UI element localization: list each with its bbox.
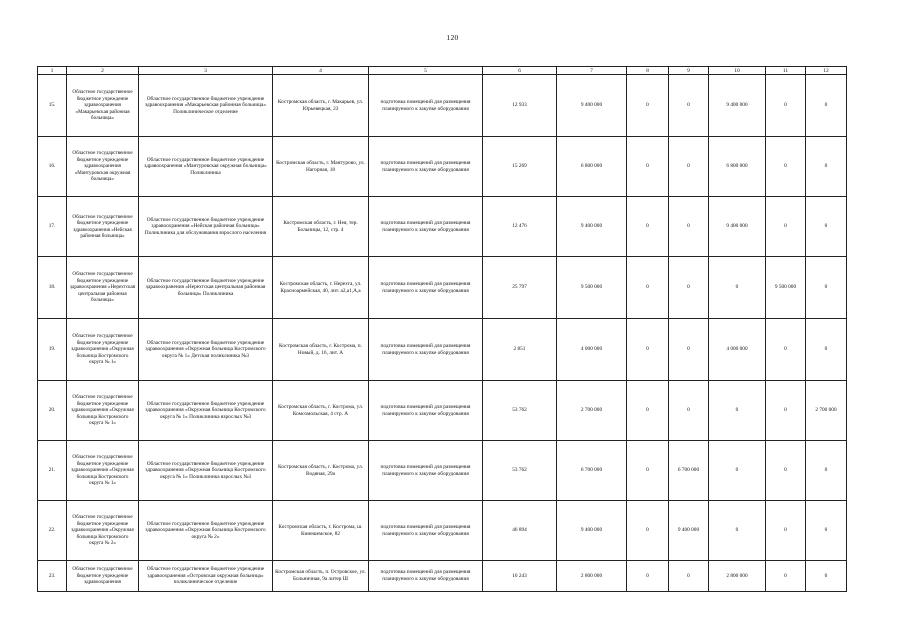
facility-name: Областное государственное бюджетное учреждение здравоохранения «Окружная больница Костромского округа № 1» Детская поликлиника №3 [139,319,273,381]
amount-col-12: 0 [806,441,847,501]
total-amount: 9 500 000 [557,257,627,319]
table-row [38,501,847,561]
table-row [38,75,847,137]
amount-col-9: 0 [669,197,709,257]
address: Костромская область, г. Мантурово, ул. Нагорная, 18 [273,137,369,197]
total-amount: 4 000 000 [557,319,627,381]
amount-col-11: 0 [766,501,806,561]
row-number: 18. [38,257,67,319]
address: Костромская область, г. Кострома, ул. Водяная, 29а [273,441,369,501]
amount-col-9: 0 [669,381,709,441]
area: 10 243 [483,561,557,592]
amount-col-11: 0 [766,561,806,592]
amount-col-8: 0 [627,561,669,592]
header-row [38,67,847,75]
organization-name: Областное государственное бюджетное учреждение здравоохранения «Окружная больница Костромского округа № 2» [67,501,139,561]
facility-name: Областное государственное бюджетное учреждение здравоохранения «Нерехтская центральная районная больница» Поликлиника [139,257,273,319]
address: Костромская область, п. Островское, ул. Больничная, 9а литер Ш [273,561,369,592]
facility-name: Областное государственное бюджетное учреждение здравоохранения «Островская окружная больница» поликлиническое отделение [139,561,273,592]
column-header: 5 [369,67,483,75]
table-row [38,441,847,501]
work-description: подготовка помещений для размещения планируемого к закупке оборудования [369,257,483,319]
area: 53 762 [483,441,557,501]
column-header: 7 [557,67,627,75]
amount-col-11: 0 [766,75,806,137]
amount-col-8: 0 [627,441,669,501]
amount-col-12: 0 [806,75,847,137]
amount-col-10: 9 400 000 [709,75,766,137]
area: 12 476 [483,197,557,257]
area: 53 762 [483,381,557,441]
amount-col-8: 0 [627,197,669,257]
amount-col-12: 0 [806,561,847,592]
amount-col-11: 9 500 000 [766,257,806,319]
area: 2 851 [483,319,557,381]
column-header: 9 [669,67,709,75]
row-number: 22. [38,501,67,561]
work-description: подготовка помещений для размещения планируемого к закупке оборудования [369,501,483,561]
amount-col-9: 0 [669,257,709,319]
facility-name: Областное государственное бюджетное учреждение здравоохранения «Мантуровская окружная больница» Поликлиника [139,137,273,197]
amount-col-12: 0 [806,197,847,257]
organization-name: Областное государственное бюджетное учреждение здравоохранения [67,561,139,592]
organization-name: Областное государственное бюджетное учреждение здравоохранения «Окружная больница Костромского округа № 1» [67,441,139,501]
amount-col-11: 0 [766,441,806,501]
amount-col-10: 0 [709,501,766,561]
amount-col-9: 6 700 000 [669,441,709,501]
row-number: 20. [38,381,67,441]
facility-name: Областное государственное бюджетное учреждение здравоохранения «Нейская районная больница» Поликлиника для обслуживания взрослого населения [139,197,273,257]
area: 46 894 [483,501,557,561]
organization-name: Областное государственное бюджетное учреждение здравоохранения «Окружная больница Костромского округа № 1» [67,319,139,381]
address: Костромская область, г. Кострома, ул. Комсомольская, 4 стр. А [273,381,369,441]
row-number: 19. [38,319,67,381]
facility-name: Областное государственное бюджетное учреждение здравоохранения «Окружная больница Костромского округа № 2» [139,501,273,561]
total-amount: 9 400 000 [557,501,627,561]
address: Костромская область, г. Нея, тер. Больницы, 12, стр. 4 [273,197,369,257]
column-header: 10 [709,67,766,75]
area: 12 933 [483,75,557,137]
amount-col-12: 0 [806,137,847,197]
column-header: 1 [38,67,67,75]
organization-name: Областное государственное бюджетное учреждение здравоохранения «Окружная больница Костромского округа № 1» [67,381,139,441]
amount-col-8: 0 [627,257,669,319]
address: Костромская область, г. Кострома, п. Новый, д. 16, лит. А [273,319,369,381]
amount-col-10: 4 000 000 [709,319,766,381]
facility-name: Областное государственное бюджетное учреждение здравоохранения «Макарьевская районная больница» Поликлиническое отделение [139,75,273,137]
column-header: 3 [139,67,273,75]
facilities-table [37,66,847,592]
amount-col-11: 0 [766,197,806,257]
work-description: подготовка помещений для размещения планируемого к закупке оборудования [369,319,483,381]
row-number: 21. [38,441,67,501]
organization-name: Областное государственное бюджетное учреждение здравоохранения «Мантуровская окружная больница» [67,137,139,197]
facility-name: Областное государственное бюджетное учреждение здравоохранения «Окружная больница Костромского округа № 1» Поликлиника взрослых №3 [139,381,273,441]
row-number: 23. [38,561,67,592]
amount-col-9: 0 [669,319,709,381]
work-description: подготовка помещений для размещения планируемого к закупке оборудования [369,441,483,501]
amount-col-8: 0 [627,137,669,197]
table-row [38,319,847,381]
total-amount: 2 800 000 [557,561,627,592]
work-description: подготовка помещений для размещения планируемого к закупке оборудования [369,137,483,197]
work-description: подготовка помещений для размещения планируемого к закупке оборудования [369,381,483,441]
column-header: 2 [67,67,139,75]
total-amount: 9 400 000 [557,75,627,137]
work-description: подготовка помещений для размещения планируемого к закупке оборудования [369,75,483,137]
column-header: 11 [766,67,806,75]
organization-name: Областное государственное бюджетное учреждение здравоохранения «Нерехтская центральная районная больница» [67,257,139,319]
area: 25 797 [483,257,557,319]
row-number: 15. [38,75,67,137]
table-row [38,257,847,319]
column-header: 12 [806,67,847,75]
amount-col-10: 2 800 000 [709,561,766,592]
amount-col-12: 0 [806,257,847,319]
amount-col-9: 0 [669,137,709,197]
amount-col-8: 0 [627,501,669,561]
amount-col-12: 0 [806,501,847,561]
row-number: 17. [38,197,67,257]
amount-col-9: 0 [669,75,709,137]
total-amount: 2 700 000 [557,381,627,441]
work-description: подготовка помещений для размещения планируемого к закупке оборудования [369,561,483,592]
table-row [38,381,847,441]
amount-col-11: 0 [766,381,806,441]
amount-col-12: 0 [806,319,847,381]
address: Костромская область, г. Макарьев, ул. Юрьевецкая, 23 [273,75,369,137]
table-row [38,137,847,197]
table-row [38,561,847,592]
amount-col-10: 6 800 000 [709,137,766,197]
amount-col-8: 0 [627,319,669,381]
amount-col-11: 0 [766,319,806,381]
amount-col-10: 0 [709,381,766,441]
facility-name: Областное государственное бюджетное учреждение здравоохранения «Окружная больница Костромского округа № 1» Поликлиника взрослых №3 [139,441,273,501]
address: Костромская область, г. Нерехта, ул. Красноармейская, 40, лит. а2,а1,А,а [273,257,369,319]
total-amount: 6 700 000 [557,441,627,501]
amount-col-10: 0 [709,257,766,319]
row-number: 16. [38,137,67,197]
amount-col-10: 0 [709,441,766,501]
amount-col-12: 2 700 000 [806,381,847,441]
amount-col-10: 9 400 000 [709,197,766,257]
column-header: 4 [273,67,369,75]
total-amount: 6 800 000 [557,137,627,197]
column-header: 8 [627,67,669,75]
work-description: подготовка помещений для размещения планируемого к закупке оборудования [369,197,483,257]
organization-name: Областное государственное бюджетное учреждение здравоохранения «Нейская районная больница» [67,197,139,257]
amount-col-9: 0 [669,561,709,592]
area: 15 269 [483,137,557,197]
address: Костромская область, г. Кострома, ш. Кинешемское, 82 [273,501,369,561]
amount-col-11: 0 [766,137,806,197]
amount-col-8: 0 [627,381,669,441]
amount-col-8: 0 [627,75,669,137]
total-amount: 9 400 000 [557,197,627,257]
amount-col-9: 9 400 000 [669,501,709,561]
column-header: 6 [483,67,557,75]
table-row [38,197,847,257]
page-number: 120 [446,33,459,42]
organization-name: Областное государственное бюджетное учреждение здравоохранения «Макарьевская районная больница» [67,75,139,137]
